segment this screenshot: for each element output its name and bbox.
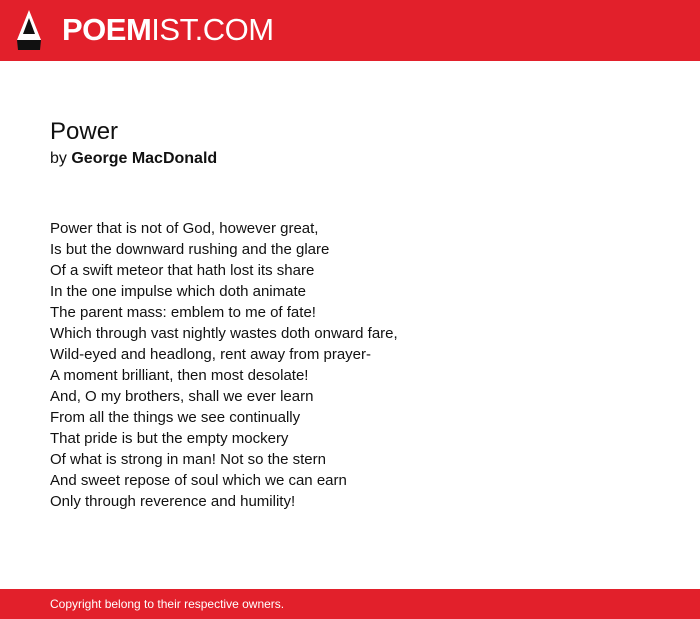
logo-text-light: IST.COM [151,12,274,47]
poem-body [50,218,398,512]
poem-line: That pride is but the empty mockery [50,430,289,447]
site-footer [0,589,700,619]
poem-line: Of a swift meteor that hath lost its share [50,262,315,279]
poem-line: Which through vast nightly wastes doth onward fare, [50,325,398,342]
poem-line: A moment brilliant, then most desolate! [50,367,309,384]
poem-line: The parent mass: emblem to me of fate! [50,304,316,321]
poem-line: And, O my brothers, shall we ever learn [50,388,314,405]
poem-author: George MacDonald [71,150,218,167]
site-logo-text[interactable] [62,10,274,50]
logo-text-bold: POEM [62,12,152,47]
pencil-icon[interactable] [16,9,42,51]
poem-title: Power [50,118,119,145]
poem-line: From all the things we see continually [50,409,301,426]
copyright-text: Copyright belong to their respective owners. [50,597,285,611]
poem-line: Of what is strong in man! Not so the stern [50,451,326,468]
poem-line: Only through reverence and humility! [50,493,296,510]
site-header [0,0,700,61]
poem-line: Is but the downward rushing and the glare [50,241,330,258]
poem-line: Wild-eyed and headlong, rent away from prayer- [50,346,371,363]
poem-line: Power that is not of God, however great, [50,220,319,237]
poem-byline [50,149,217,169]
poem-line: And sweet repose of soul which we can earn [50,472,347,489]
byline-label: by [50,150,67,167]
poem-line: In the one impulse which doth animate [50,283,306,300]
